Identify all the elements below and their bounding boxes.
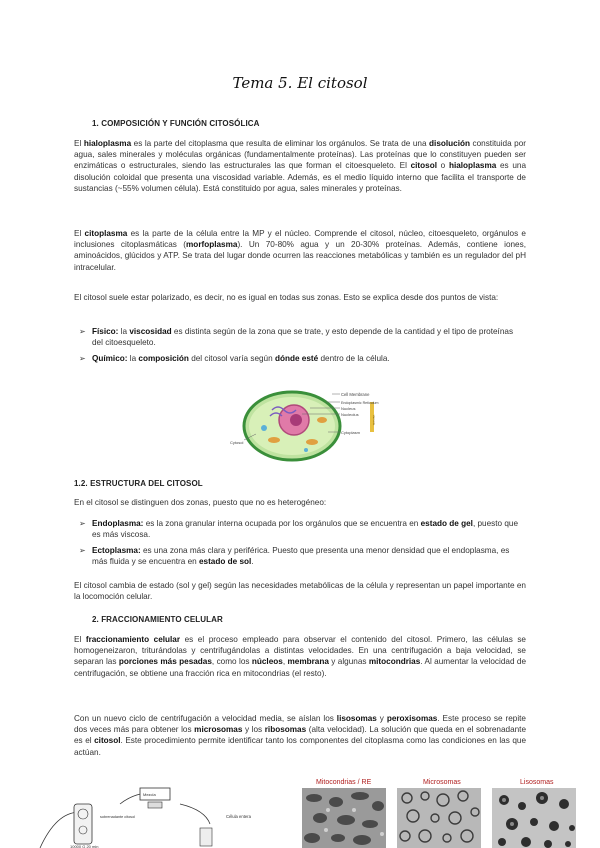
centrifuge-tube [74, 804, 92, 844]
micrograph-mitocondrias [302, 788, 386, 848]
animal-cell-figure [230, 380, 380, 472]
bullet-fisico: ➢ Físico: la viscosidad es distinta según de la zona que se trate, y esto depende de la cantidad y el tipo de proteínas del citoesqueleto. [79, 327, 514, 348]
label-centrifuge-speed: 10000 G 20 min [70, 844, 99, 848]
page-title: Tema 5. El citosol [232, 74, 368, 92]
micrograph-lisosomas [492, 788, 576, 848]
label-vacuole: Vacuole [372, 414, 376, 426]
arrow-bullet-icon: ➢ [79, 519, 86, 528]
nucleolus-shape [290, 414, 302, 426]
arrow-bullet-icon: ➢ [79, 327, 86, 336]
label-cytosol: Cytosol [230, 440, 244, 445]
section-heading-1-2: 1.2. ESTRUCTURA DEL CITOSOL [74, 479, 203, 488]
section-heading-1: 1. COMPOSICIÓN Y FUNCIÓN CITOSÓLICA [92, 119, 260, 128]
label-cell-membrane: Cell Membrane [341, 392, 370, 397]
paragraph-fraccionamiento: El fraccionamiento celular es el proceso empleado para observar el contenido del citosol. Primero, las células se homogeneizaron, triturándolas y centrifugándolas a distintas velocidades. En una centrifugación a baja velocidad, se separan las porciones más pesadas, como los núcleos, membrana y algunas mitocondrias. Al aumentar la velocidad de centrifugación, se obtiene una fracción rica en mitocondrias (el resto). [74, 635, 526, 678]
centrifugation-diagram [30, 784, 290, 848]
label-sobrenadante: sobrenadante citosol [100, 815, 136, 819]
paragraph-citoplasma: El citoplasma es la parte de la célula entre la MP y el núcleo. Comprende el citosol, núcleo, citoesqueleto, orgánulos e inclusiones citoplasmáticas (morfoplasma). Un 70-80% agua y un 20-30% proteínas. Además, contiene iones, aminoácidos, glúcidos y ATP. Se trata del lugar donde ocurren las reacciones metabólicas y también es un regulador del pH intracelular. [74, 229, 526, 272]
paragraph-polarizado: El citosol suele estar polarizado, es decir, no es igual en todas sus zonas. Esto se explica desde dos puntos de vista: [74, 293, 499, 302]
bullet-quimico: ➢ Químico: la composición del citosol varía según dónde esté dentro de la célula. [79, 354, 390, 363]
bullet-endoplasma: ➢ Endoplasma: es la zona granular interna ocupada por los orgánulos que se encuentra en estado de gel, puesto que es más viscosa. [79, 519, 519, 540]
paragraph-sol-gel: El citosol cambia de estado (sol y gel) según las necesidades metabólicas de la célula y representan un papel importante en la locomoción celular. [74, 581, 526, 602]
micrograph-label-microsomas: Microsomas [423, 779, 461, 786]
micrograph-label-mitocondrias: Mitocondrias / RE [316, 779, 372, 786]
micrograph-label-lisosomas: Lisosomas [520, 779, 554, 786]
arrow-bullet-icon: ➢ [79, 546, 86, 555]
label-mezcla: Mezcla [143, 792, 156, 797]
paragraph-centrifugacion: Con un nuevo ciclo de centrifugación a velocidad media, se aíslan los lisosomas y peroxisomas. Este proceso se repite dos veces más para obtener los microsomas y los ribosomas (alta velocidad). La solución que queda en el sobrenadante es el citosol. Este procedimiento permite identificar tanto los componentes del citoplasma como las condiciones en las que actúan. [74, 714, 527, 757]
label-er: Endoplasmic Reticulum [341, 401, 379, 405]
paragraph-dos-zonas: En el citosol se distinguen dos zonas, puesto que no es heterogéneo: [74, 498, 327, 507]
micrograph-microsomas [397, 788, 481, 848]
paragraph-hialoplasma: El hialoplasma es la parte del citoplasma que resulta de eliminar los orgánulos. Se trata de una disolución constituida por agua, sales minerales y moléculas orgánicas (fundamentalmente proteínas). Las proteínas que lo constituyen pueden ser enzimáticas o estructurales, siendo las estructurales las que forman el citoesqueleto. El citosol o hialoplasma es una disolución coloidal que presenta una viscosidad variable. Además, es el medio líquido interno que facilita el transporte de sustancias (~55% volumen célula). Está constituido por agua, sales minerales y proteínas. [74, 139, 526, 193]
label-nucleus: Nucleus [341, 406, 356, 411]
bullet-ectoplasma: ➢ Ectoplasma: es una zona más clara y periférica. Puesto que presenta una menor densidad que el endoplasma, es más fluida y se encuentra en estado de sol. [79, 546, 510, 567]
label-nucleolus: Nucleolus [341, 412, 359, 417]
mitochondria-shape [268, 437, 280, 443]
label-celula-entera: Célula entera [226, 814, 251, 819]
label-cytoplasm: Cytoplasm [341, 430, 360, 435]
arrow-bullet-icon: ➢ [79, 354, 86, 363]
section-heading-2: 2. FRACCIONAMIENTO CELULAR [92, 615, 223, 624]
